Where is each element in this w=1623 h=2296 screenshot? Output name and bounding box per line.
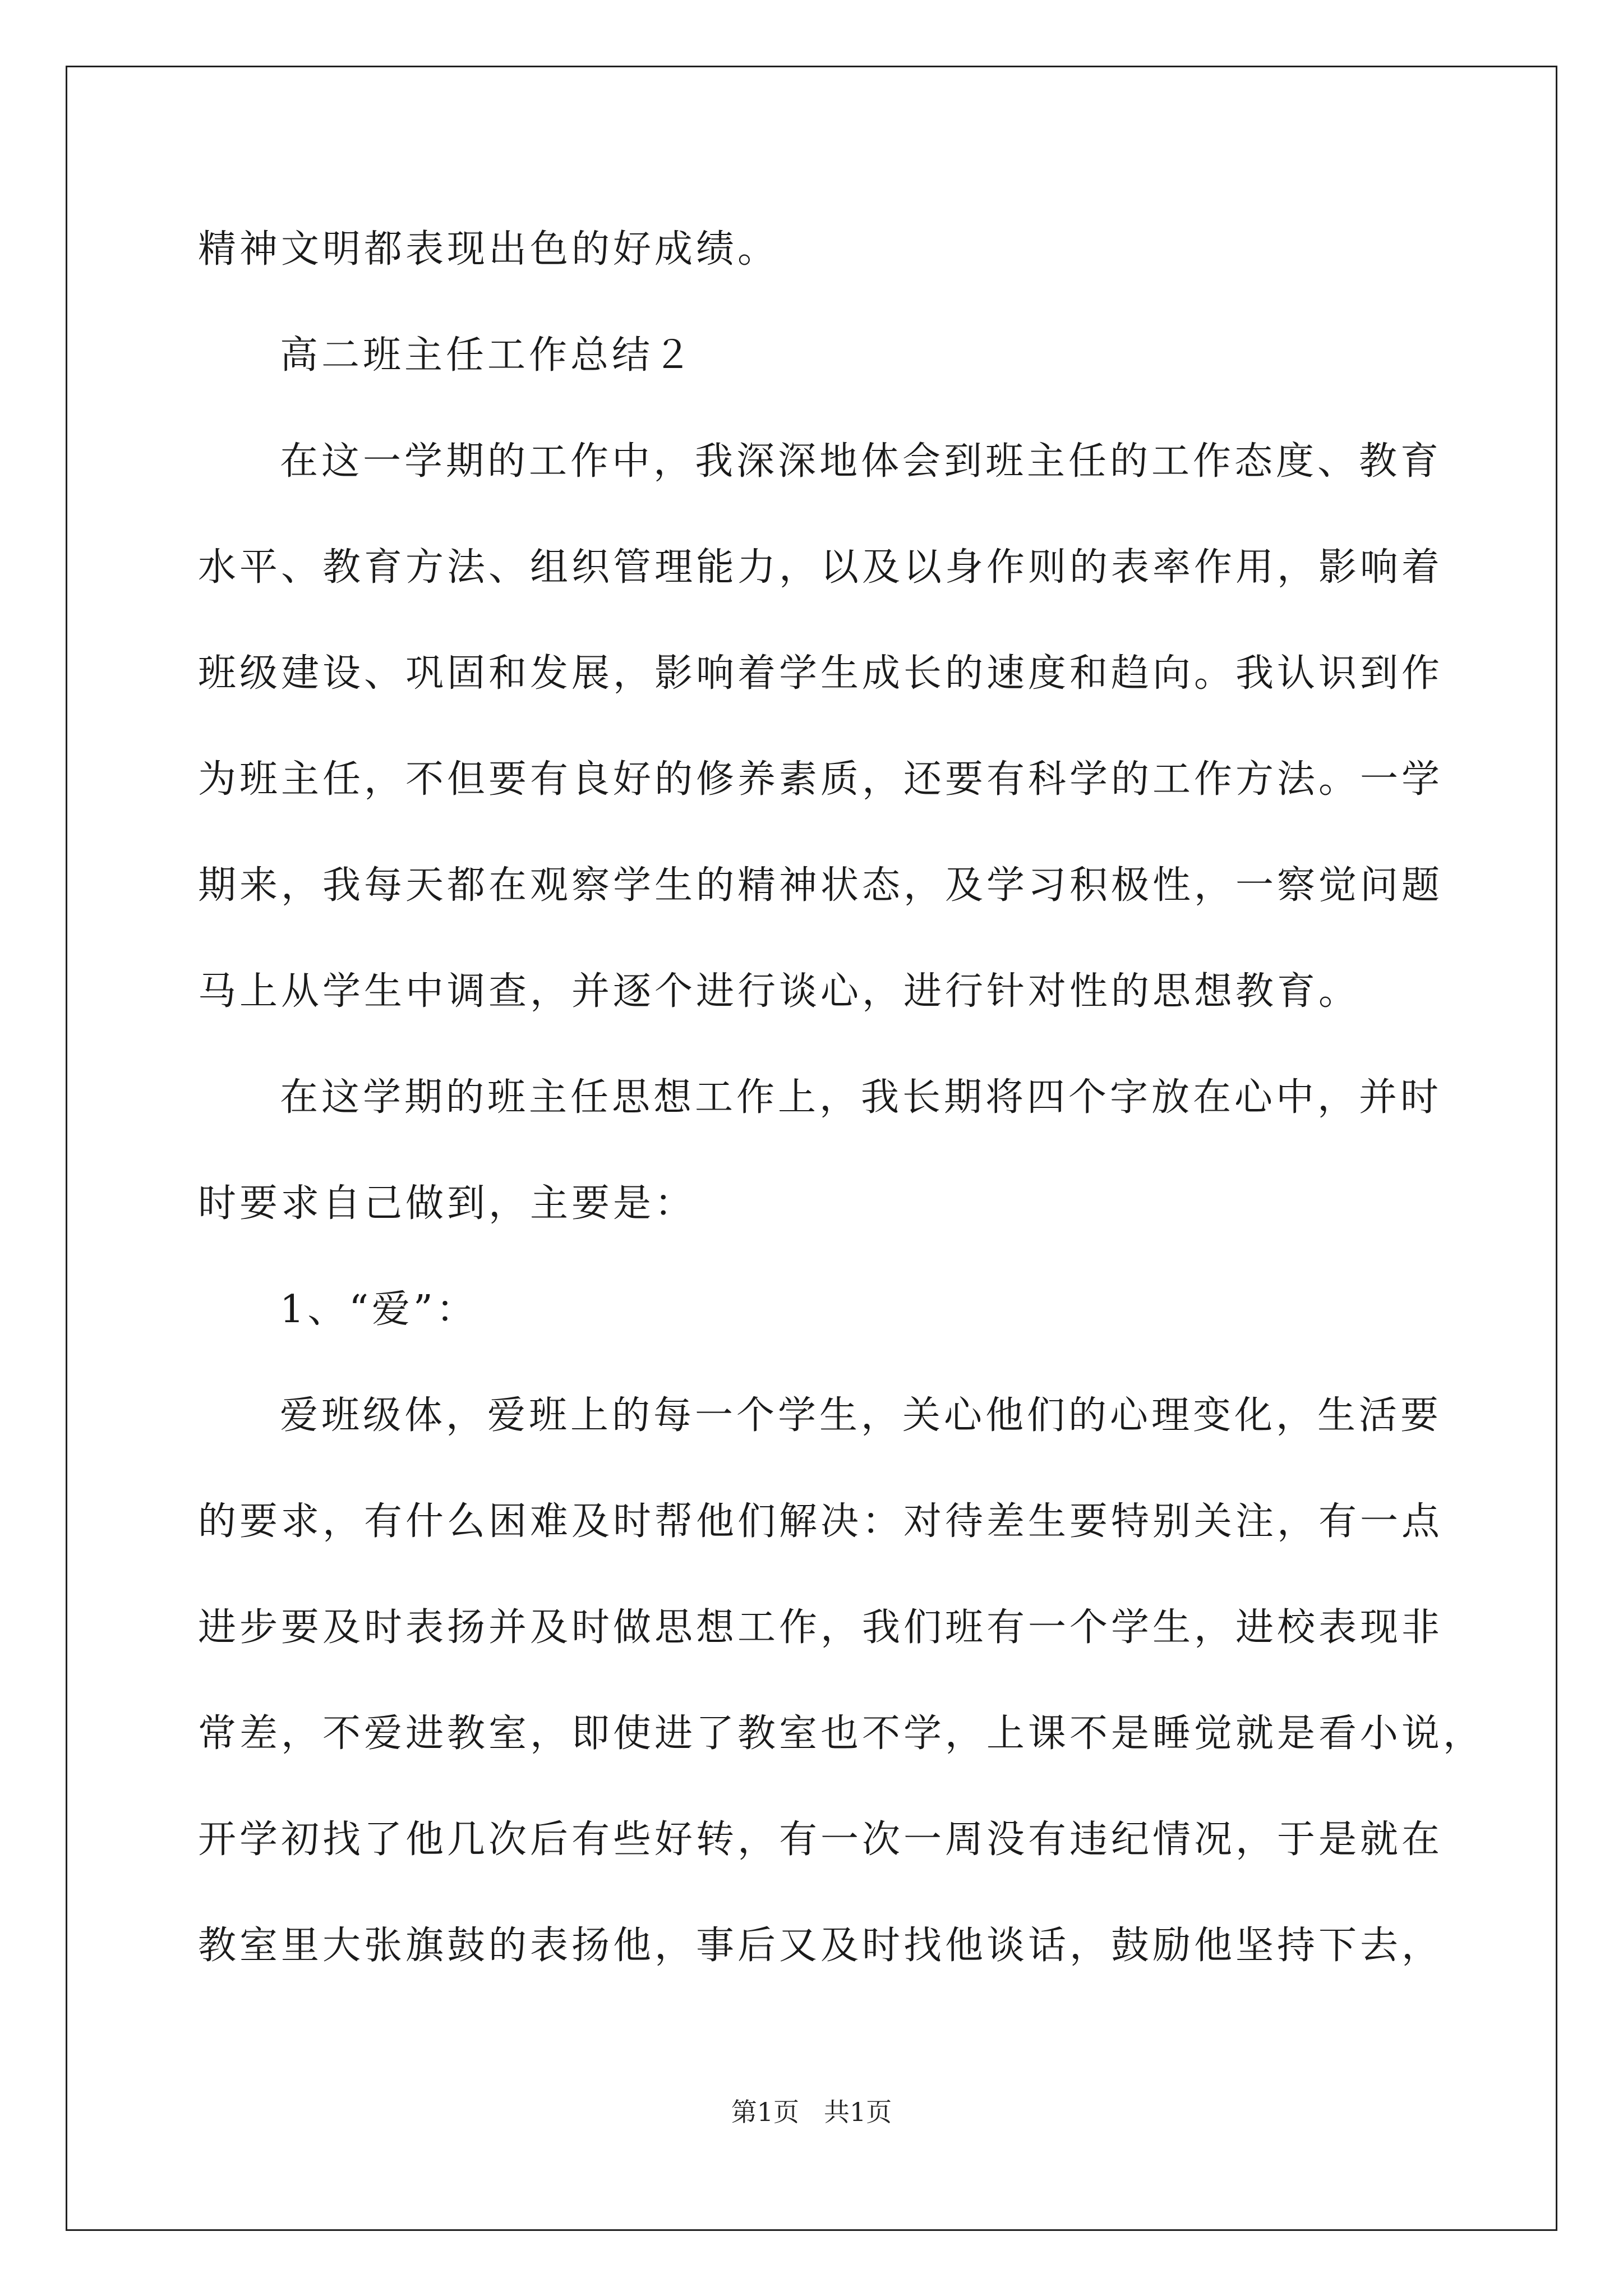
text-line: 开学初找了他几次后有些好转，有一次一周没有违纪情况，于是就在 [198, 1818, 1444, 1862]
page-footer [0, 2092, 1623, 2132]
document-body [198, 196, 1485, 1999]
text-line: 的要求，有什么困难及时帮他们解决：对待差生要特别关注，有一点 [198, 1499, 1444, 1544]
text-line: 期来，我每天都在观察学生的精神状态，及学习积极性，一察觉问题 [198, 863, 1444, 908]
text-line: 班级建设、巩固和发展，影响着学生成长的速度和趋向。我认识到作 [198, 651, 1444, 696]
text-line: 进步要及时表扬并及时做思想工作，我们班有一个学生，进校表现非 [198, 1605, 1444, 1650]
text-line: 常差，不爱进教室，即使进了教室也不学，上课不是睡觉就是看小说， [198, 1711, 1485, 1756]
text-line: 马上从学生中调查，并逐个进行谈心，进行针对性的思想教育。 [198, 969, 1361, 1014]
text-line: 时要求自己做到，主要是： [198, 1181, 697, 1226]
page-total: 共1页 [824, 2097, 892, 2127]
text-line: 在这一学期的工作中，我深深地体会到班主任的工作态度、教育 [280, 439, 1442, 484]
page-number: 第1页 [731, 2097, 799, 2127]
text-line: 为班主任，不但要有良好的修养素质，还要有科学的工作方法。一学 [198, 757, 1444, 802]
section-heading: 高二班主任工作总结２ [280, 333, 695, 378]
text-line: 爱班级体，爱班上的每一个学生，关心他们的心理变化，生活要 [280, 1393, 1442, 1438]
text-line: 教室里大张旗鼓的表扬他，事后又及时找他谈话，鼓励他坚持下去， [198, 1924, 1444, 1968]
text-line: 精神文明都表现出色的好成绩。 [198, 227, 780, 272]
list-item-heading: 1、“爱”： [280, 1287, 478, 1332]
text-line: 在这学期的班主任思想工作上，我长期将四个字放在心中，并时 [280, 1075, 1442, 1120]
text-line: 水平、教育方法、组织管理能力，以及以身作则的表率作用，影响着 [198, 545, 1444, 590]
